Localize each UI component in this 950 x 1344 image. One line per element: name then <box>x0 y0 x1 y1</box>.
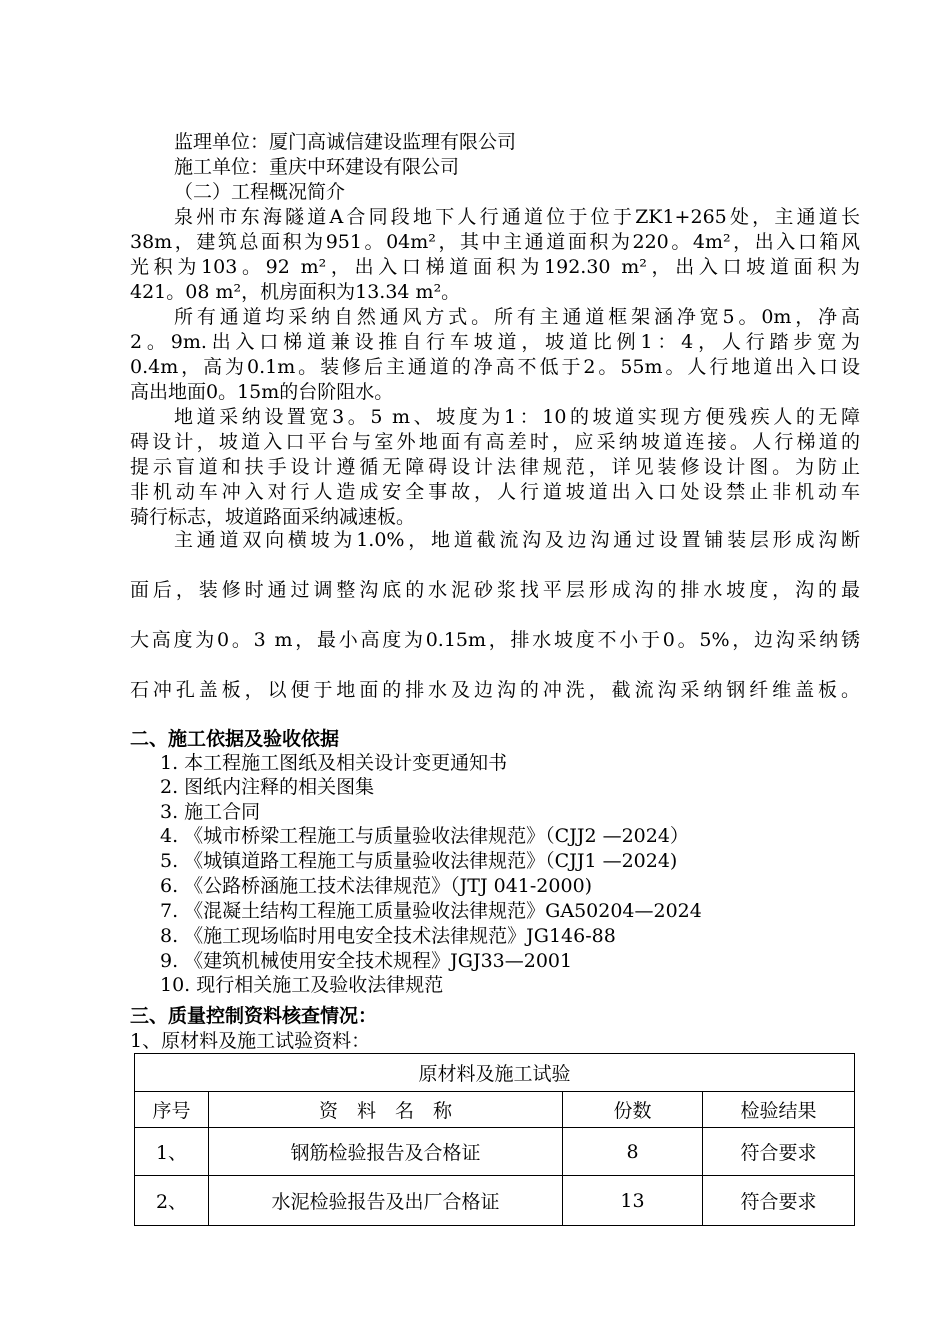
row-count: 8 <box>563 1128 703 1176</box>
table-caption: 原材料及施工试验 <box>135 1054 855 1092</box>
basis-item: 8. 《施工现场临时用电安全技术法律规范》JG146-88 <box>160 925 616 947</box>
section3-subheading: 1、原材料及施工试验资料： <box>130 1030 371 1052</box>
basis-item: 7. 《混凝土结构工程施工质量验收法律规范》GA50204—2024 <box>160 900 702 922</box>
para1-line: 泉州市东海隧道A合同段地下人行通道位于位于ZK1+265处，主通道长 <box>174 206 860 228</box>
para1-line: 421。08 m²，机房面积为13.34 m²。 <box>130 281 461 303</box>
para3-line: 骑行标志，坡道路面采纳减速板。 <box>130 506 416 528</box>
para2-line: 所有通道均采纳自然通风方式。所有主通道框架涵净宽5。0m，净高 <box>174 306 860 328</box>
row-seq: 2、 <box>135 1176 209 1226</box>
row-name: 水泥检验报告及出厂合格证 <box>209 1176 563 1226</box>
para3-line: 碍设计，坡道入口平台与室外地面有高差时，应采纳坡道连接。人行梯道的 <box>130 431 860 453</box>
header-count: 份数 <box>563 1092 703 1128</box>
para2-line: 2。9m.出入口梯道兼设推自行车坡道，坡道比例1：4，人行踏步宽为 <box>130 331 860 353</box>
basis-item: 6. 《公路桥涵施工技术法律规范》（JTJ 041-2000) <box>160 875 593 897</box>
para3-line: 地道采纳设置宽3。5 m、坡度为1：10的坡道实现方便残疾人的无障 <box>174 406 860 428</box>
basis-item: 1. 本工程施工图纸及相关设计变更通知书 <box>160 752 508 774</box>
basis-item: 2. 图纸内注释的相关图集 <box>160 776 375 798</box>
row-name: 钢筋检验报告及合格证 <box>209 1128 563 1176</box>
materials-table <box>134 1053 855 1226</box>
row-seq: 1、 <box>135 1128 209 1176</box>
para4-line: 大高度为0。3 m，最小高度为0.15m，排水坡度不小于0。5%，边沟采纳锈 <box>130 629 860 651</box>
section3-heading: 三、质量控制资料核查情况： <box>130 1005 378 1027</box>
basis-item: 10. 现行相关施工及验收法律规范 <box>160 974 444 996</box>
row-result: 符合要求 <box>703 1128 855 1176</box>
overview-heading: （二）工程概况简介 <box>174 181 346 203</box>
contractor-line: 施工单位：重庆中环建设有限公司 <box>174 156 460 178</box>
table-row <box>135 1128 855 1176</box>
basis-item: 4. 《城市桥梁工程施工与质量验收法律规范》（CJJ2 —2024） <box>160 825 689 847</box>
table-row <box>135 1176 855 1226</box>
para3-line: 提示盲道和扶手设计遵循无障碍设计法律规范，详见装修设计图。为防止 <box>130 456 860 478</box>
para1-line: 光积为103。92 m²，出入口梯道面积为192.30 m²，出入口坡道面积为 <box>130 256 860 278</box>
section2-heading: 二、施工依据及验收依据 <box>130 728 340 750</box>
para1-line: 38m，建筑总面积为951。04m²，其中主通道面积为220。4m²，出入口箱风 <box>130 231 860 253</box>
para2-line: 0.4m，高为0.1m。装修后主通道的净高不低于2。55m。人行地道出入口设 <box>130 356 860 378</box>
basis-item: 5. 《城镇道路工程施工与质量验收法律规范》（CJJ1 —2024) <box>160 850 678 872</box>
para2-line: 高出地面0。15m的台阶阻水。 <box>130 381 394 403</box>
header-seq: 序号 <box>135 1092 209 1128</box>
para3-line: 非机动车冲入对行人造成安全事故，人行道坡道出入口处设禁止非机动车 <box>130 481 860 503</box>
basis-item: 3. 施工合同 <box>160 801 261 823</box>
header-name: 资 料 名 称 <box>209 1092 563 1128</box>
para4-line: 面后，装修时通过调整沟底的水泥砂浆找平层形成沟的排水坡度，沟的最 <box>130 579 860 601</box>
para4-line: 主通道双向横坡为1.0%，地道截流沟及边沟通过设置铺装层形成沟断 <box>174 529 860 551</box>
row-count: 13 <box>563 1176 703 1226</box>
row-result: 符合要求 <box>703 1176 855 1226</box>
basis-item: 9. 《建筑机械使用安全技术规程》JGJ33—2001 <box>160 950 573 972</box>
header-result: 检验结果 <box>703 1092 855 1128</box>
table-header-row <box>135 1092 855 1128</box>
para4-line: 石冲孔盖板，以便于地面的排水及边沟的冲洗，截流沟采纳钢纤维盖板。 <box>130 679 860 701</box>
supervisor-line: 监理单位：厦门高诚信建设监理有限公司 <box>174 131 517 153</box>
table-caption-row <box>135 1054 855 1092</box>
